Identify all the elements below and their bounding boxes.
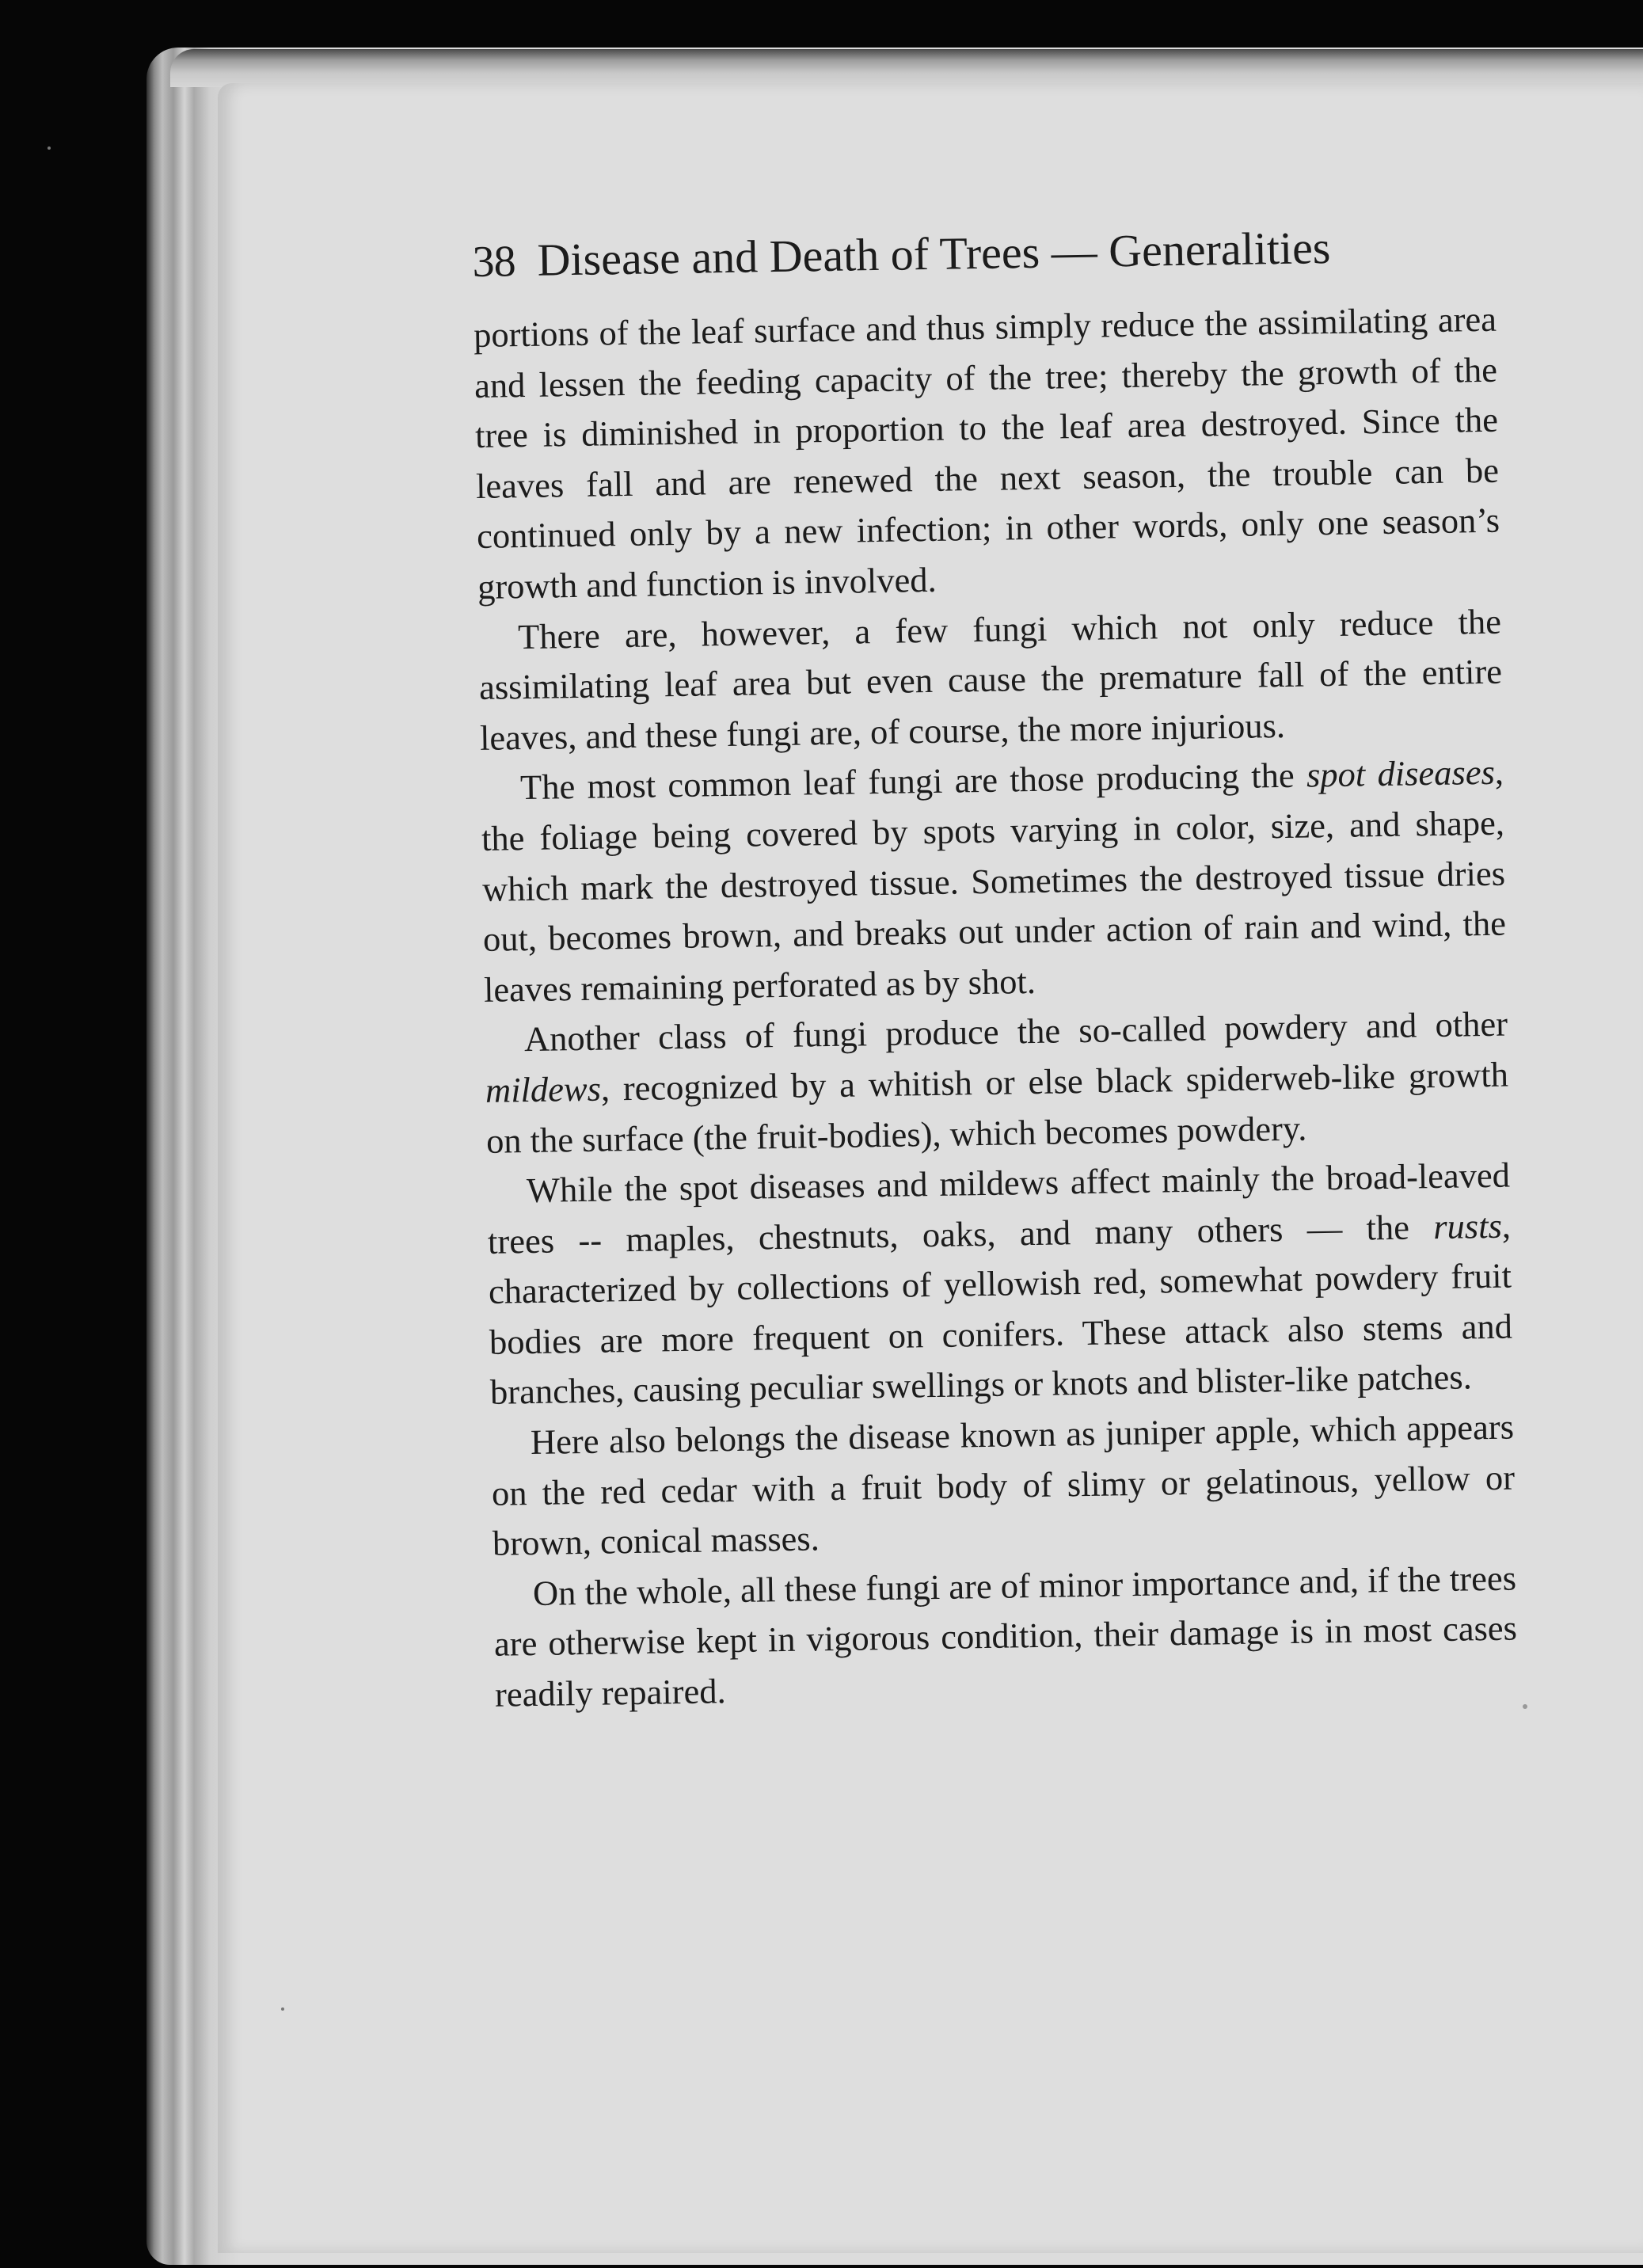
text-segment: The most common leaf fungi are those producing the [519, 755, 1307, 808]
text-segment: , characterized by collections of yellowish red, somewhat powdery fruit bodies are more frequent on conifers. These attack also stems and branches, causing peculiar swellings or knots and blister-like patches. [488, 1205, 1513, 1413]
page-number: 38 [472, 237, 516, 287]
text-segment: While the spot diseases and mildews affect mainly the broad-leaved trees -- maples, chestnuts, oaks, and many others — the [487, 1155, 1511, 1261]
paragraph-mildews [485, 999, 1510, 1166]
paragraph-minor-importance [493, 1553, 1519, 1720]
text-segment: Here also belongs the disease known as juniper apple, which appears on the red cedar with a fruit body of slimy or gelatinous, yellow or brown, conical masses. [491, 1406, 1516, 1564]
text-segment: There are, however, a few fungi which not only reduce the assimilating leaf area but even cause the premature fall of the entire leaves, and these fungi are, of course, the more injurious. [478, 601, 1503, 758]
dust-speck [48, 147, 51, 150]
text-segment: Another class of fungi produce the so-called powdery and other [523, 1003, 1508, 1060]
italic-term: rusts [1432, 1205, 1503, 1246]
paragraph-juniper-apple [491, 1402, 1516, 1570]
paragraph-spot-diseases [481, 748, 1508, 1015]
text-segment: On the whole, all these fungi are of minor importance and, if the trees are otherwise kept in vigorous condition, their damage is in most cases readily repaired. [493, 1558, 1518, 1714]
paragraph-rusts [487, 1151, 1514, 1418]
body-text [474, 295, 1519, 1721]
paragraph-premature-fall [478, 596, 1504, 763]
italic-term: spot diseases [1306, 752, 1496, 795]
paragraph-continued [474, 295, 1501, 613]
italic-term: mildews [485, 1068, 602, 1110]
text-segment: , recognized by a whitish or else black spiderweb-like growth on the surface (the fruit-bodies), which becomes powdery. [485, 1054, 1509, 1161]
book-top-edge [170, 49, 1643, 87]
text-segment: portions of the leaf surface and thus simply reduce the assimilating area and lessen the feeding capacity of the tree; thereby the growth of the tree is diminished in proportion to the leaf area destroyed. Since the leaves fall and are renewed the next season, the trouble can be continued only by a new infection; in other words, only one season’s growth and function is involved. [473, 299, 1500, 607]
running-title: Disease and Death of Trees — Generalities [537, 221, 1331, 286]
text-segment: , the foliage being covered by spots varying in color, size, and shape, which mark the destroyed tissue. Sometimes the destroyed tissue dries out, becomes brown, and breaks out under action of rain and wind, the leaves remaining perforated as by shot. [481, 752, 1507, 1010]
dust-speck [1523, 1704, 1527, 1709]
dust-speck [281, 2007, 284, 2011]
page-content [472, 214, 1518, 1721]
